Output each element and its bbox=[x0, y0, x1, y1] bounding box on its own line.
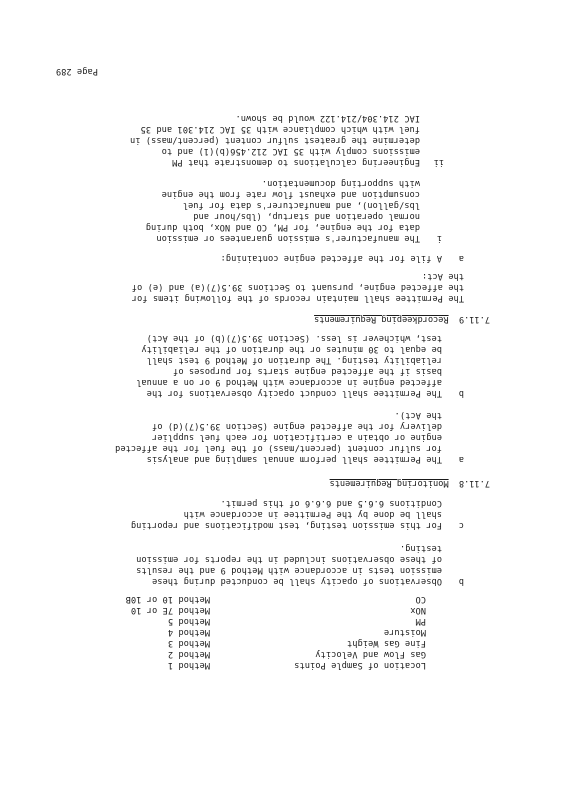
method-row-value: Method 2 bbox=[167, 649, 210, 659]
sub-ii-line: determine the greatest sulfur content (percent/mass) in bbox=[129, 135, 420, 145]
item-c-line: For this emission testing, test modifications and reporting bbox=[130, 520, 442, 530]
method-row-label: Moisture bbox=[383, 627, 426, 637]
section-title: Monitoring Requirements bbox=[329, 478, 449, 488]
method-row-label: NOx bbox=[410, 605, 426, 615]
method-row-value: Method 3 bbox=[167, 638, 210, 648]
item-b-line: of these observations included in the reports for emission bbox=[136, 554, 442, 564]
sub-ii-line: emissions comply with 35 IAC 212.456(b)(1) and to bbox=[161, 146, 420, 156]
item-c-line: shall be done by the Permittee in accordance with bbox=[183, 509, 442, 519]
sub-ii-line: IAC 214.304/214.122 would be shown. bbox=[235, 113, 420, 123]
method-row-value: Method 5 bbox=[167, 616, 210, 626]
sub-i-line: with supporting documentation. bbox=[261, 178, 420, 188]
method-row-value: Method 1 bbox=[167, 660, 210, 670]
item-b2-line: reliability testing. The duration of Method 9 test shall bbox=[146, 355, 442, 365]
sub-ii-line: Engineering calculations to demonstrate that PM bbox=[172, 157, 420, 167]
item-b-line: testing. bbox=[399, 543, 442, 553]
method-row-value: Method 10 or 10B bbox=[125, 594, 210, 604]
item-b2-line: basis if the affected engine starts for purposes of bbox=[173, 366, 442, 376]
item-b2-line: test, whichever is less. (Section 39.5(7)(b) of the Act) bbox=[146, 333, 442, 343]
method-row-label: Gas Flow and Velocity bbox=[315, 649, 426, 659]
item-a-line: engine or obtain a certification for each fuel supplier bbox=[151, 432, 442, 442]
sub-i-line: data for the engine, for PM, CO and NOx, both during bbox=[145, 222, 420, 232]
intro-line: The Permittee shall maintain records of the following items for bbox=[131, 293, 464, 303]
method-row-label: PM bbox=[415, 616, 426, 626]
sub-i-line: lbs/gallon), and manufacturer's data for fuel bbox=[182, 200, 420, 210]
item-b-line: Observations of opacity shall be conducted during these bbox=[151, 576, 442, 586]
item-b2-line: be equal to 30 minutes or the duration of the reliability bbox=[141, 344, 442, 354]
method-row-label: Location of Sample Points bbox=[294, 660, 426, 670]
sub-i-line: The manufacturer's emission guarantees or emission bbox=[156, 233, 420, 243]
item-b-marker: b bbox=[458, 576, 464, 586]
method-row-label: Fine Gas Weight bbox=[346, 638, 426, 648]
item-c-marker: c bbox=[458, 520, 464, 530]
sub-i-line: normal operation and startup, (lbs/hour and bbox=[193, 211, 420, 221]
item-a-line: for sulfur content (percent/mass) of the fuel for the affected bbox=[115, 443, 442, 453]
intro-line: the Act: bbox=[421, 271, 464, 281]
item-a-line: The Permittee shall perform annual sampling and analysis bbox=[146, 454, 442, 464]
item-a-line: delivery for the affected engine (Section 39.5(7)(d) of bbox=[151, 421, 442, 431]
item-c-line: Conditions 6.6.5 and 6.6.6 of this permit. bbox=[220, 498, 442, 508]
item-a-line: the Act). bbox=[394, 410, 442, 420]
item-b2-marker: b bbox=[458, 388, 464, 398]
section-title: Recordkeeping Requirements bbox=[314, 314, 449, 324]
item-a-marker: a bbox=[458, 454, 464, 464]
method-row-value: Method 4 bbox=[167, 627, 210, 637]
method-row-value: Method 7E or 10 bbox=[130, 605, 210, 615]
item-a3-marker: a bbox=[458, 253, 464, 263]
intro-line: the affected engine, pursuant to Sections 39.5(7)(a) and (e) of bbox=[131, 282, 464, 292]
section-heading-recordkeeping bbox=[314, 314, 490, 324]
sub-ii-marker: ii bbox=[433, 157, 444, 167]
sub-ii-line: fuel with which compliance with 35 IAC 214.301 and 35 bbox=[140, 124, 420, 134]
section-number: 7.11.9 bbox=[458, 314, 490, 324]
item-b2-line: The Permittee shall conduct opacity observations for the bbox=[146, 388, 442, 398]
sub-i-line: consumption and exhaust flow rate from the engine bbox=[161, 189, 420, 199]
item-a3-text: A file for the affected engine containing: bbox=[220, 253, 442, 263]
item-b-line: emission tests in accordance with Method 9 and the results bbox=[136, 565, 442, 575]
page-number-label: Page 289 bbox=[55, 66, 98, 76]
section-heading-monitoring bbox=[330, 478, 490, 488]
section-number: 7.11.8 bbox=[458, 478, 490, 488]
method-row-label: CO bbox=[415, 594, 426, 604]
sub-i-marker: i bbox=[436, 233, 442, 243]
item-b2-line: affected engine in accordance with Method 9 or on a annual bbox=[136, 377, 442, 387]
